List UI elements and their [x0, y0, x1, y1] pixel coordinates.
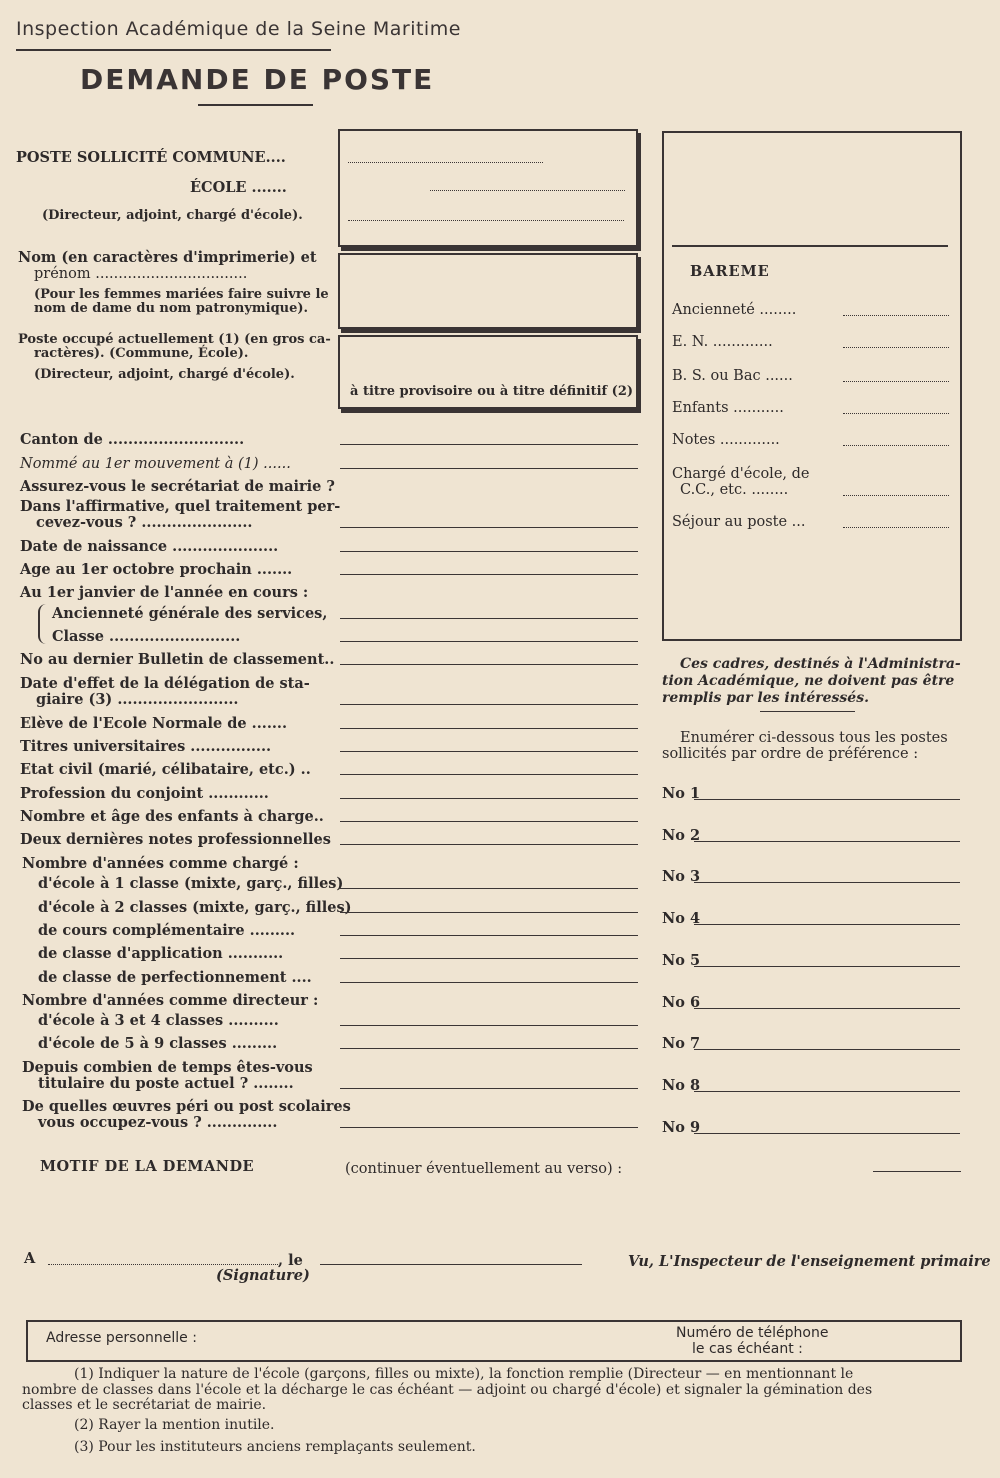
- bareme-item: Notes .............: [672, 432, 780, 448]
- field-input-line[interactable]: [340, 444, 638, 445]
- field-label: Depuis combien de temps êtes-vous: [22, 1059, 313, 1076]
- field-input-line[interactable]: [340, 641, 638, 642]
- field-input-line[interactable]: [340, 468, 638, 469]
- footnote-1c: classes et le secrétariat de mairie.: [22, 1397, 267, 1413]
- field-label: Dans l'affirmative, quel traitement per-: [20, 498, 341, 515]
- field-label: Nombre d'années comme directeur :: [22, 992, 319, 1009]
- fonction-field[interactable]: [348, 220, 624, 221]
- field-input-line[interactable]: [340, 751, 638, 752]
- field-input-line[interactable]: [340, 574, 638, 575]
- field-input-line[interactable]: [340, 912, 638, 913]
- bareme-rule: [672, 245, 948, 247]
- field-label: d'école à 3 et 4 classes ..........: [38, 1012, 279, 1029]
- footnote-1a: (1) Indiquer la nature de l'école (garçons, filles ou mixte), la fonction remplie (Directeur — en mentionnant le: [74, 1366, 854, 1382]
- nom-label-1: Nom (en caractères d'imprimerie) et: [18, 249, 317, 266]
- admin-note-1: Ces cadres, destinés à l'Administra-: [680, 656, 961, 672]
- bareme-item: B. S. ou Bac ......: [672, 368, 793, 384]
- bareme-item: Ancienneté ........: [672, 302, 797, 318]
- admin-note-3: remplis par les intéressés.: [662, 690, 869, 706]
- field-label: Date de naissance .....................: [20, 538, 279, 555]
- field-input-line[interactable]: [340, 1088, 638, 1089]
- a-label: A: [24, 1250, 36, 1267]
- field-label: de cours complémentaire .........: [38, 922, 296, 939]
- preference-label: No 6: [662, 993, 701, 1011]
- admin-note-rule: [760, 711, 855, 712]
- field-label: Ancienneté générale des services,: [52, 605, 328, 622]
- preference-input-line[interactable]: [694, 799, 960, 800]
- telephone-label-1: Numéro de téléphone: [676, 1325, 829, 1341]
- signature-label: (Signature): [216, 1267, 310, 1284]
- le-label: , le: [278, 1252, 303, 1269]
- preference-label: No 3: [662, 868, 701, 886]
- title-underline: [198, 104, 313, 106]
- motif-note: (continuer éventuellement au verso) :: [345, 1161, 623, 1177]
- commune-field[interactable]: [348, 162, 543, 163]
- field-input-line[interactable]: [340, 704, 638, 705]
- field-label: d'école à 1 classe (mixte, garç., filles): [38, 875, 344, 892]
- bareme-input-line[interactable]: [843, 413, 949, 414]
- field-label: Etat civil (marié, célibataire, etc.) ..: [20, 761, 311, 778]
- field-input-line[interactable]: [340, 888, 638, 889]
- admin-note-2: tion Académique, ne doivent pas être: [662, 673, 955, 689]
- group-brace: [38, 604, 46, 644]
- poste-occupe-label-3: (Directeur, adjoint, chargé d'école).: [34, 367, 295, 382]
- a-field[interactable]: [48, 1264, 278, 1265]
- field-label: No au dernier Bulletin de classement..: [20, 651, 335, 668]
- field-input-line[interactable]: [340, 551, 638, 552]
- titre-provisoire-text: à titre provisoire ou à titre définitif (2): [350, 384, 634, 399]
- nom-label-2: prénom .................................: [34, 266, 248, 282]
- preference-input-line[interactable]: [694, 1091, 960, 1092]
- field-label: Canton de ...........................: [20, 431, 245, 448]
- bareme-input-line[interactable]: [843, 527, 949, 528]
- field-label: Titres universitaires ................: [20, 738, 272, 755]
- bareme-item: Enfants ...........: [672, 400, 784, 416]
- header-underline: [16, 49, 331, 51]
- field-input-line[interactable]: [340, 1048, 638, 1049]
- preference-label: No 5: [662, 951, 701, 969]
- motif-label: MOTIF DE LA DEMANDE: [40, 1158, 255, 1175]
- field-input-line[interactable]: [340, 958, 638, 959]
- date-field[interactable]: [320, 1264, 582, 1265]
- preference-label: No 2: [662, 826, 701, 844]
- bareme-item: Séjour au poste ...: [672, 514, 806, 530]
- field-input-line[interactable]: [340, 527, 638, 528]
- field-label: Nombre et âge des enfants à charge..: [20, 808, 324, 825]
- poste-occupe-label-2: ractères). (Commune, École).: [34, 346, 249, 361]
- preferences-intro-1: Enumérer ci-dessous tous les postes: [680, 730, 948, 746]
- preference-label: No 7: [662, 1035, 701, 1053]
- preference-input-line[interactable]: [694, 1049, 960, 1050]
- field-label: Au 1er janvier de l'année en cours :: [20, 584, 309, 601]
- field-label: Profession du conjoint ............: [20, 785, 269, 802]
- nom-box[interactable]: [338, 253, 638, 329]
- bareme-input-line[interactable]: [843, 445, 949, 446]
- poste-sollicite-box[interactable]: [338, 129, 638, 247]
- field-input-line[interactable]: [340, 774, 638, 775]
- telephone-label-2: le cas échéant :: [692, 1341, 803, 1357]
- nom-note-2: nom de dame du nom patronymique).: [34, 301, 309, 316]
- field-label: de classe de perfectionnement ....: [38, 969, 312, 986]
- field-input-line[interactable]: [340, 728, 638, 729]
- poste-fonction-label: (Directeur, adjoint, chargé d'école).: [42, 208, 303, 223]
- bareme-input-line[interactable]: [843, 381, 949, 382]
- preference-input-line[interactable]: [694, 924, 960, 925]
- field-label: giaire (3) ........................: [36, 691, 239, 708]
- field-label: Age au 1er octobre prochain .......: [20, 561, 293, 578]
- field-input-line[interactable]: [340, 982, 638, 983]
- field-input-line[interactable]: [340, 798, 638, 799]
- field-label: Nombre d'années comme chargé :: [22, 855, 299, 872]
- field-input-line[interactable]: [340, 844, 638, 845]
- poste-occupe-label-1: Poste occupé actuellement (1) (en gros ca-: [18, 332, 331, 347]
- field-label: Classe ..........................: [52, 628, 241, 645]
- footnote-1b: nombre de classes dans l'école et la décharge le cas échéant — adjoint ou chargé d'école) et signaler la gémination des: [22, 1382, 873, 1398]
- footnote-2: (2) Rayer la mention inutile.: [74, 1417, 275, 1433]
- field-label: Nommé au 1er mouvement à (1) ......: [20, 456, 291, 472]
- preference-label: No 8: [662, 1076, 701, 1094]
- bareme-input-line[interactable]: [843, 315, 949, 316]
- field-label: De quelles œuvres péri ou post scolaires: [22, 1098, 351, 1115]
- bareme-title: BAREME: [690, 263, 770, 280]
- preference-label: No 9: [662, 1118, 701, 1136]
- poste-ecole-label: ÉCOLE .......: [190, 179, 287, 196]
- preference-input-line[interactable]: [694, 882, 960, 883]
- field-input-line[interactable]: [340, 664, 638, 665]
- field-input-line[interactable]: [340, 821, 638, 822]
- poste-commune-label: POSTE SOLLICITÉ COMMUNE....: [16, 149, 286, 166]
- field-label: titulaire du poste actuel ? ........: [38, 1075, 294, 1092]
- inspecteur-label: Vu, L'Inspecteur de l'enseignement primaire: [628, 1253, 991, 1270]
- field-label: Date d'effet de la délégation de sta-: [20, 675, 310, 692]
- field-label: Deux dernières notes professionnelles: [20, 831, 331, 848]
- field-label: cevez-vous ? ......................: [36, 514, 253, 531]
- preference-input-line[interactable]: [694, 841, 960, 842]
- bareme-box: [662, 131, 962, 641]
- preference-input-line[interactable]: [694, 1008, 960, 1009]
- institution-header: Inspection Académique de la Seine Maritime: [16, 18, 461, 40]
- preference-input-line[interactable]: [694, 1133, 960, 1134]
- field-input-line[interactable]: [340, 1025, 638, 1026]
- bareme-item: E. N. .............: [672, 334, 773, 350]
- field-label: d'école à 2 classes (mixte, garç., filles): [38, 899, 352, 916]
- adresse-label: Adresse personnelle :: [46, 1330, 197, 1346]
- nom-note-1: (Pour les femmes mariées faire suivre le: [34, 287, 329, 302]
- motif-field[interactable]: [873, 1171, 961, 1172]
- field-input-line[interactable]: [340, 935, 638, 936]
- bareme-input-line[interactable]: [843, 495, 949, 496]
- ecole-field[interactable]: [430, 190, 625, 191]
- footnote-3: (3) Pour les instituteurs anciens remplaçants seulement.: [74, 1439, 476, 1455]
- bareme-input-line[interactable]: [843, 347, 949, 348]
- preference-label: No 4: [662, 910, 701, 928]
- page-title: DEMANDE DE POSTE: [80, 63, 435, 96]
- bareme-item: Chargé d'école, de: [672, 466, 810, 482]
- field-label: Elève de l'Ecole Normale de .......: [20, 715, 288, 732]
- field-input-line[interactable]: [340, 1127, 638, 1128]
- bareme-item: C.C., etc. ........: [680, 482, 789, 498]
- field-input-line[interactable]: [340, 618, 638, 619]
- field-label: Assurez-vous le secrétariat de mairie ?: [20, 478, 335, 495]
- field-label: de classe d'application ...........: [38, 945, 284, 962]
- preference-label: No 1: [662, 785, 701, 802]
- field-label: d'école de 5 à 9 classes .........: [38, 1035, 278, 1052]
- preference-input-line[interactable]: [694, 966, 960, 967]
- preferences-intro-2: sollicités par ordre de préférence :: [662, 746, 919, 762]
- field-label: vous occupez-vous ? ..............: [38, 1114, 278, 1131]
